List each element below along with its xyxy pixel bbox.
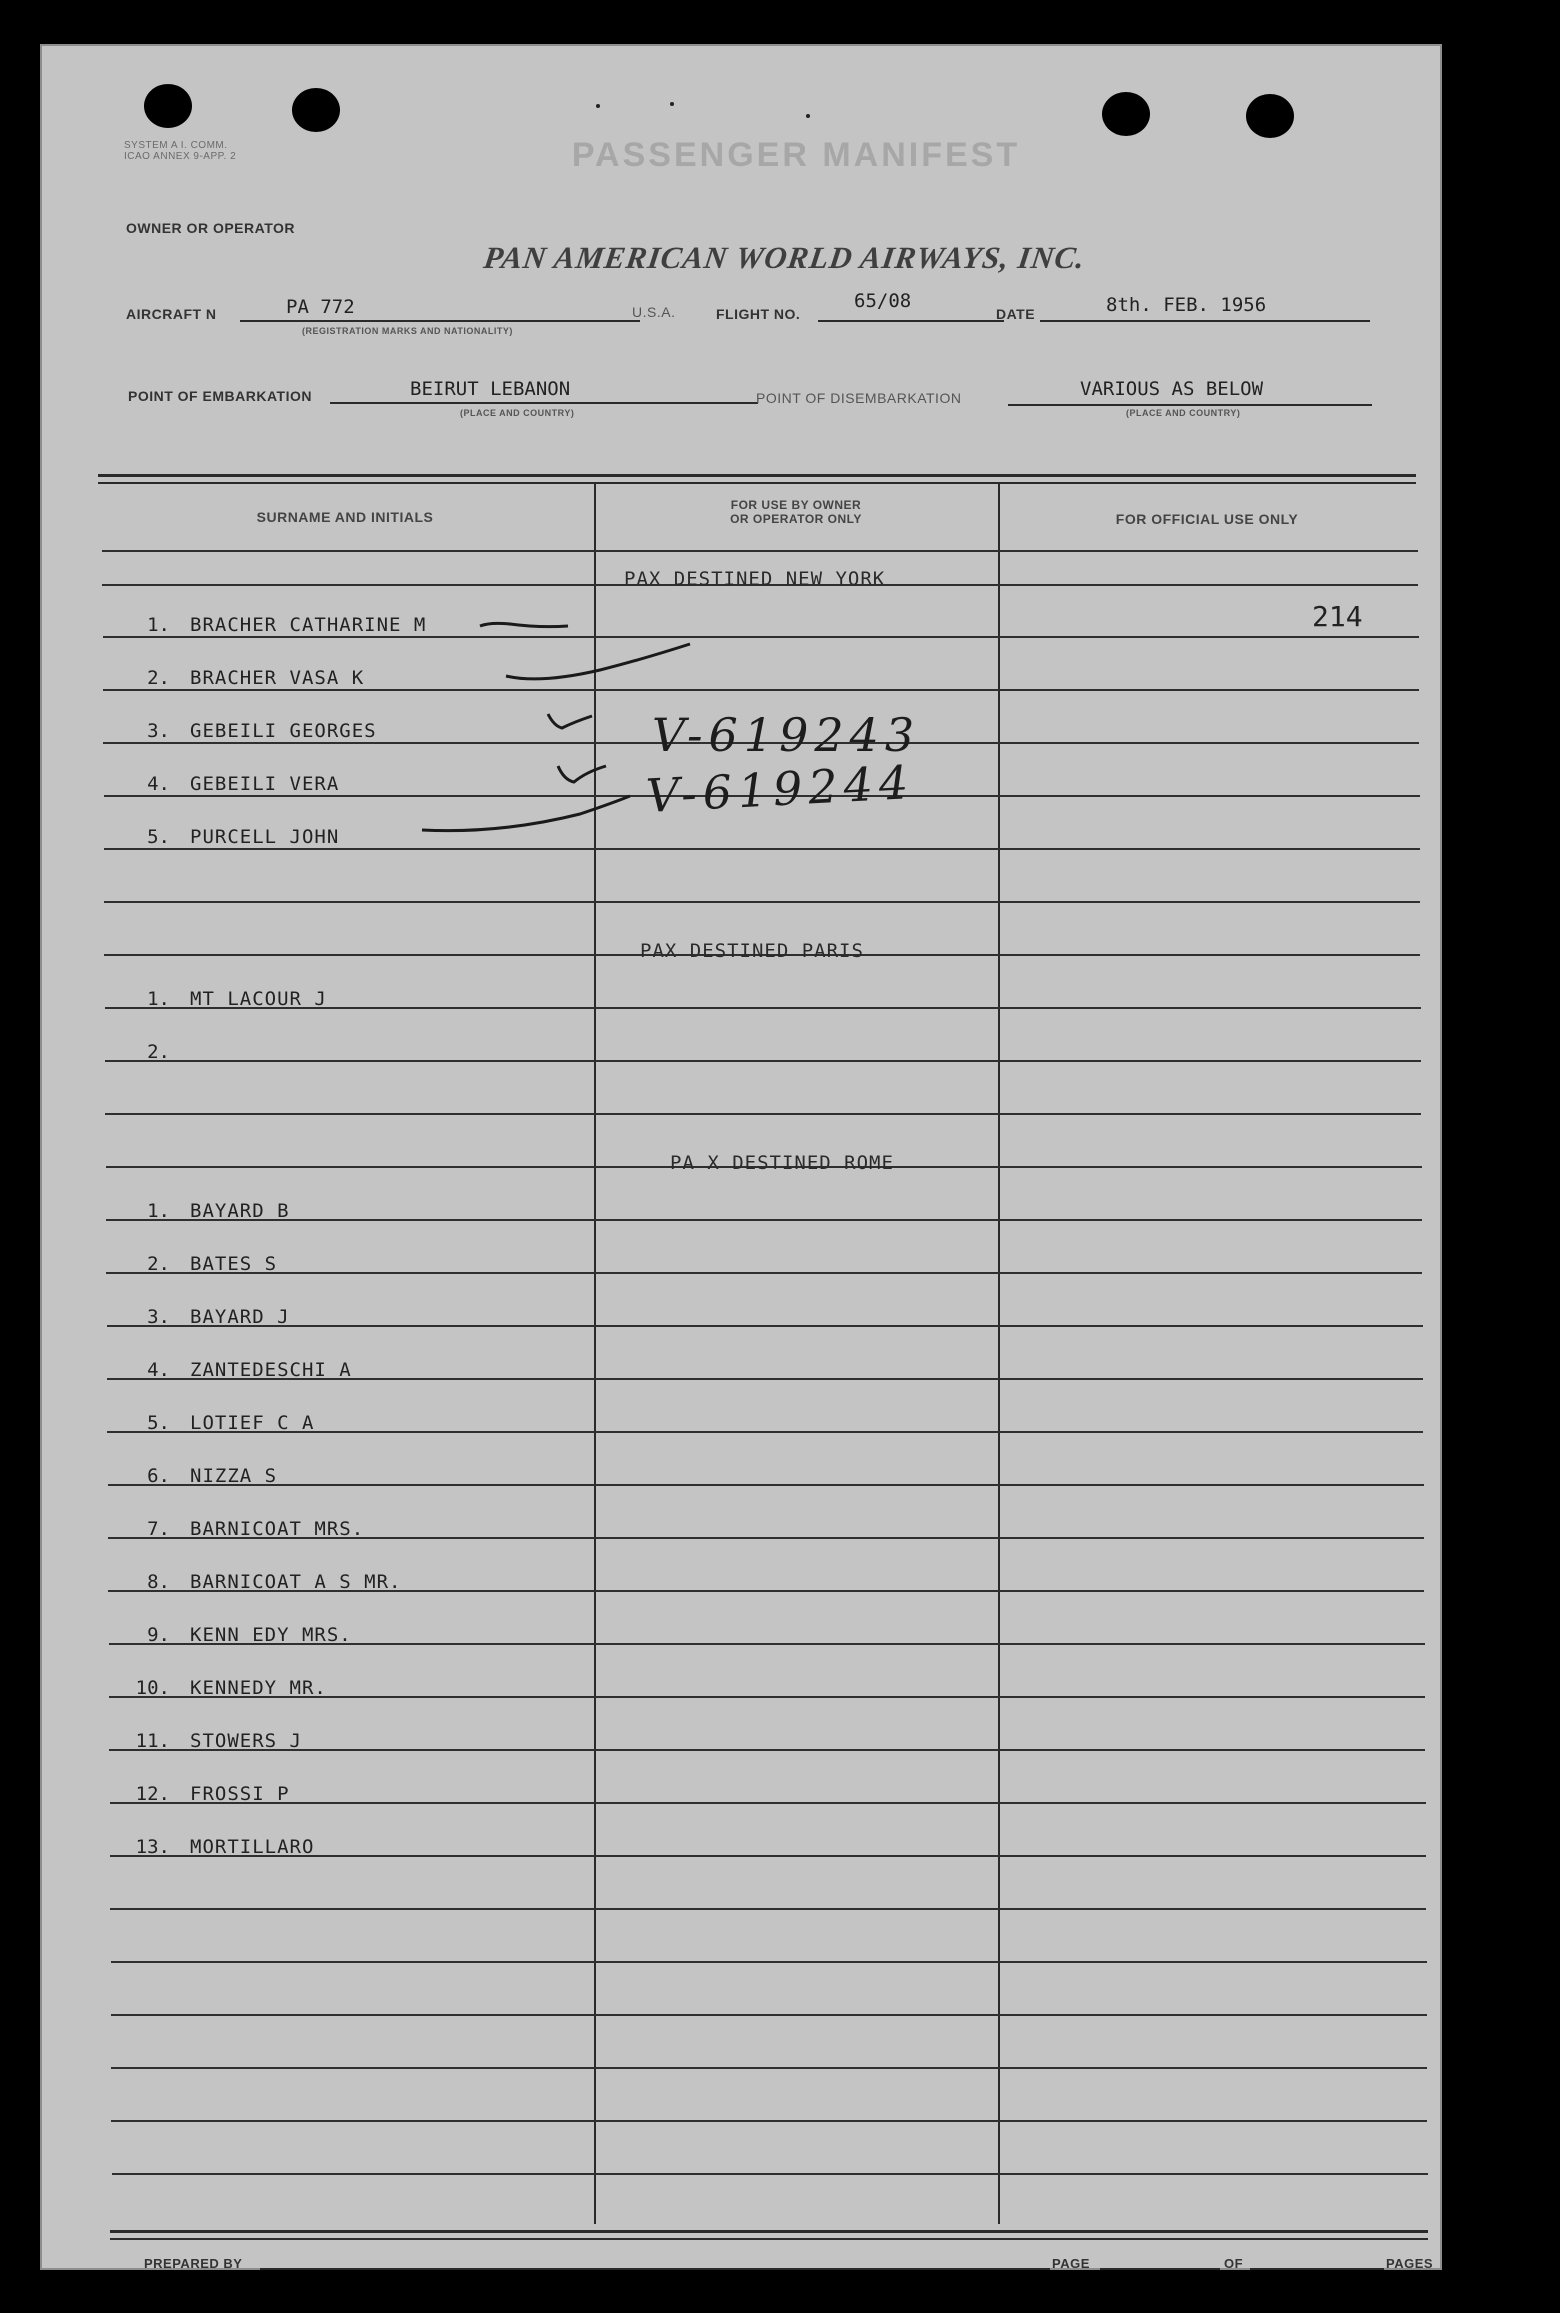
of-line: [1250, 2268, 1384, 2270]
passenger-number: 5.: [147, 826, 170, 848]
check-marks: [40, 44, 1442, 2270]
passenger-number: 12.: [135, 1783, 170, 1805]
owner-column-header-line: FOR USE BY OWNER: [730, 498, 862, 512]
passenger-name: ZANTEDESCHI A: [190, 1359, 352, 1381]
group-heading-rome: PA X DESTINED ROME: [670, 1152, 894, 1174]
pages-label: PAGES: [1386, 2256, 1434, 2271]
passenger-number: 1.: [147, 988, 170, 1010]
check-mark: [506, 644, 690, 679]
check-mark: [480, 623, 568, 626]
manifest-page: [40, 44, 1442, 2270]
passenger-number: 2.: [147, 1253, 170, 1275]
aircraft-label: AIRCRAFT N: [126, 306, 217, 322]
form-ref-line: ICAO ANNEX 9-APP. 2: [124, 151, 237, 162]
passenger-number: 11.: [135, 1730, 170, 1752]
passenger-number: 1.: [147, 1200, 170, 1222]
form-title: PASSENGER MANIFEST: [571, 136, 1021, 174]
place-note: (PLACE AND COUNTRY): [460, 408, 575, 418]
company-name: PAN AMERICAN WORLD AIRWAYS, INC.: [481, 240, 1088, 275]
passenger-number: 10.: [135, 1677, 170, 1699]
passenger-name: BAYARD J: [190, 1306, 290, 1328]
disembarkation-value: VARIOUS AS BELOW: [1080, 378, 1264, 400]
prepared-by-line: [260, 2268, 1050, 2270]
passenger-name: BAYARD B: [190, 1200, 290, 1222]
passenger-number: 13.: [135, 1836, 170, 1858]
passenger-name: MT LACOUR J: [190, 988, 327, 1010]
surname-column-header: SURNAME AND INITIALS: [256, 509, 434, 525]
flight-label: FLIGHT NO.: [716, 306, 801, 322]
owner-label: OWNER OR OPERATOR: [126, 220, 295, 236]
passenger-name: FROSSI P: [190, 1783, 290, 1805]
passenger-number: 4.: [147, 773, 170, 795]
passenger-number: 9.: [147, 1624, 170, 1646]
page-label: PAGE: [1052, 2256, 1090, 2271]
passenger-name: PURCELL JOHN: [190, 826, 340, 848]
passenger-number: 2.: [147, 667, 170, 689]
check-mark: [558, 766, 606, 782]
owner-column-header-line: OR OPERATOR ONLY: [730, 512, 862, 526]
passenger-number: 3.: [147, 720, 170, 742]
passenger-name: KENNEDY MR.: [190, 1677, 327, 1699]
table-bottom-rule: [110, 2230, 1428, 2240]
passenger-name: BARNICOAT A S MR.: [190, 1571, 402, 1593]
page-line: [1100, 2268, 1220, 2270]
passenger-name: MORTILLARO: [190, 1836, 315, 1858]
prepared-by-label: PREPARED BY: [144, 2256, 243, 2271]
embarkation-label: POINT OF EMBARKATION: [128, 388, 312, 404]
usa-label: U.S.A.: [632, 304, 676, 320]
passenger-number: 4.: [147, 1359, 170, 1381]
check-mark: [548, 714, 592, 728]
group-heading-new-york: PAX DESTINED NEW YORK: [624, 568, 886, 590]
disembarkation-label: POINT OF DISEMBARKATION: [756, 390, 962, 406]
passenger-name: GEBEILI GEORGES: [190, 720, 377, 742]
passenger-number: 3.: [147, 1306, 170, 1328]
passenger-name: BARNICOAT MRS.: [190, 1518, 365, 1540]
passenger-number: 2.: [147, 1041, 170, 1063]
form-ref-line: SYSTEM A I. COMM.: [124, 140, 228, 151]
flight-value: 65/08: [854, 290, 912, 312]
passenger-number: 6.: [147, 1465, 170, 1487]
passenger-name: LOTIEF C A: [190, 1412, 315, 1434]
date-label: DATE: [996, 306, 1036, 322]
passenger-number: 7.: [147, 1518, 170, 1540]
place-note-2: (PLACE AND COUNTRY): [1126, 408, 1241, 418]
check-mark: [422, 796, 630, 831]
passenger-number: 8.: [147, 1571, 170, 1593]
passenger-number: 5.: [147, 1412, 170, 1434]
of-label: OF: [1224, 2256, 1244, 2271]
embarkation-value: BEIRUT LEBANON: [410, 378, 571, 400]
date-value: 8th. FEB. 1956: [1106, 294, 1267, 316]
official-count: 214: [1312, 600, 1363, 633]
passenger-name: BATES S: [190, 1253, 278, 1275]
passenger-name: STOWERS J: [190, 1730, 302, 1752]
registration-note: (REGISTRATION MARKS AND NATIONALITY): [302, 326, 513, 336]
passenger-name: GEBEILI VERA: [190, 773, 340, 795]
passenger-number: 1.: [147, 614, 170, 636]
passenger-name: KENN EDY MRS.: [190, 1624, 352, 1646]
passenger-name: BRACHER CATHARINE M: [190, 614, 427, 636]
visa-number-1: V-619243: [652, 708, 921, 762]
official-column-header: FOR OFFICIAL USE ONLY: [1115, 511, 1299, 527]
visa-number-2: V-619244: [644, 755, 916, 823]
aircraft-value: PA 772: [286, 296, 355, 318]
passenger-name: BRACHER VASA K: [190, 667, 365, 689]
group-heading-paris: PAX DESTINED PARIS: [640, 940, 864, 962]
passenger-name: NIZZA S: [190, 1465, 278, 1487]
